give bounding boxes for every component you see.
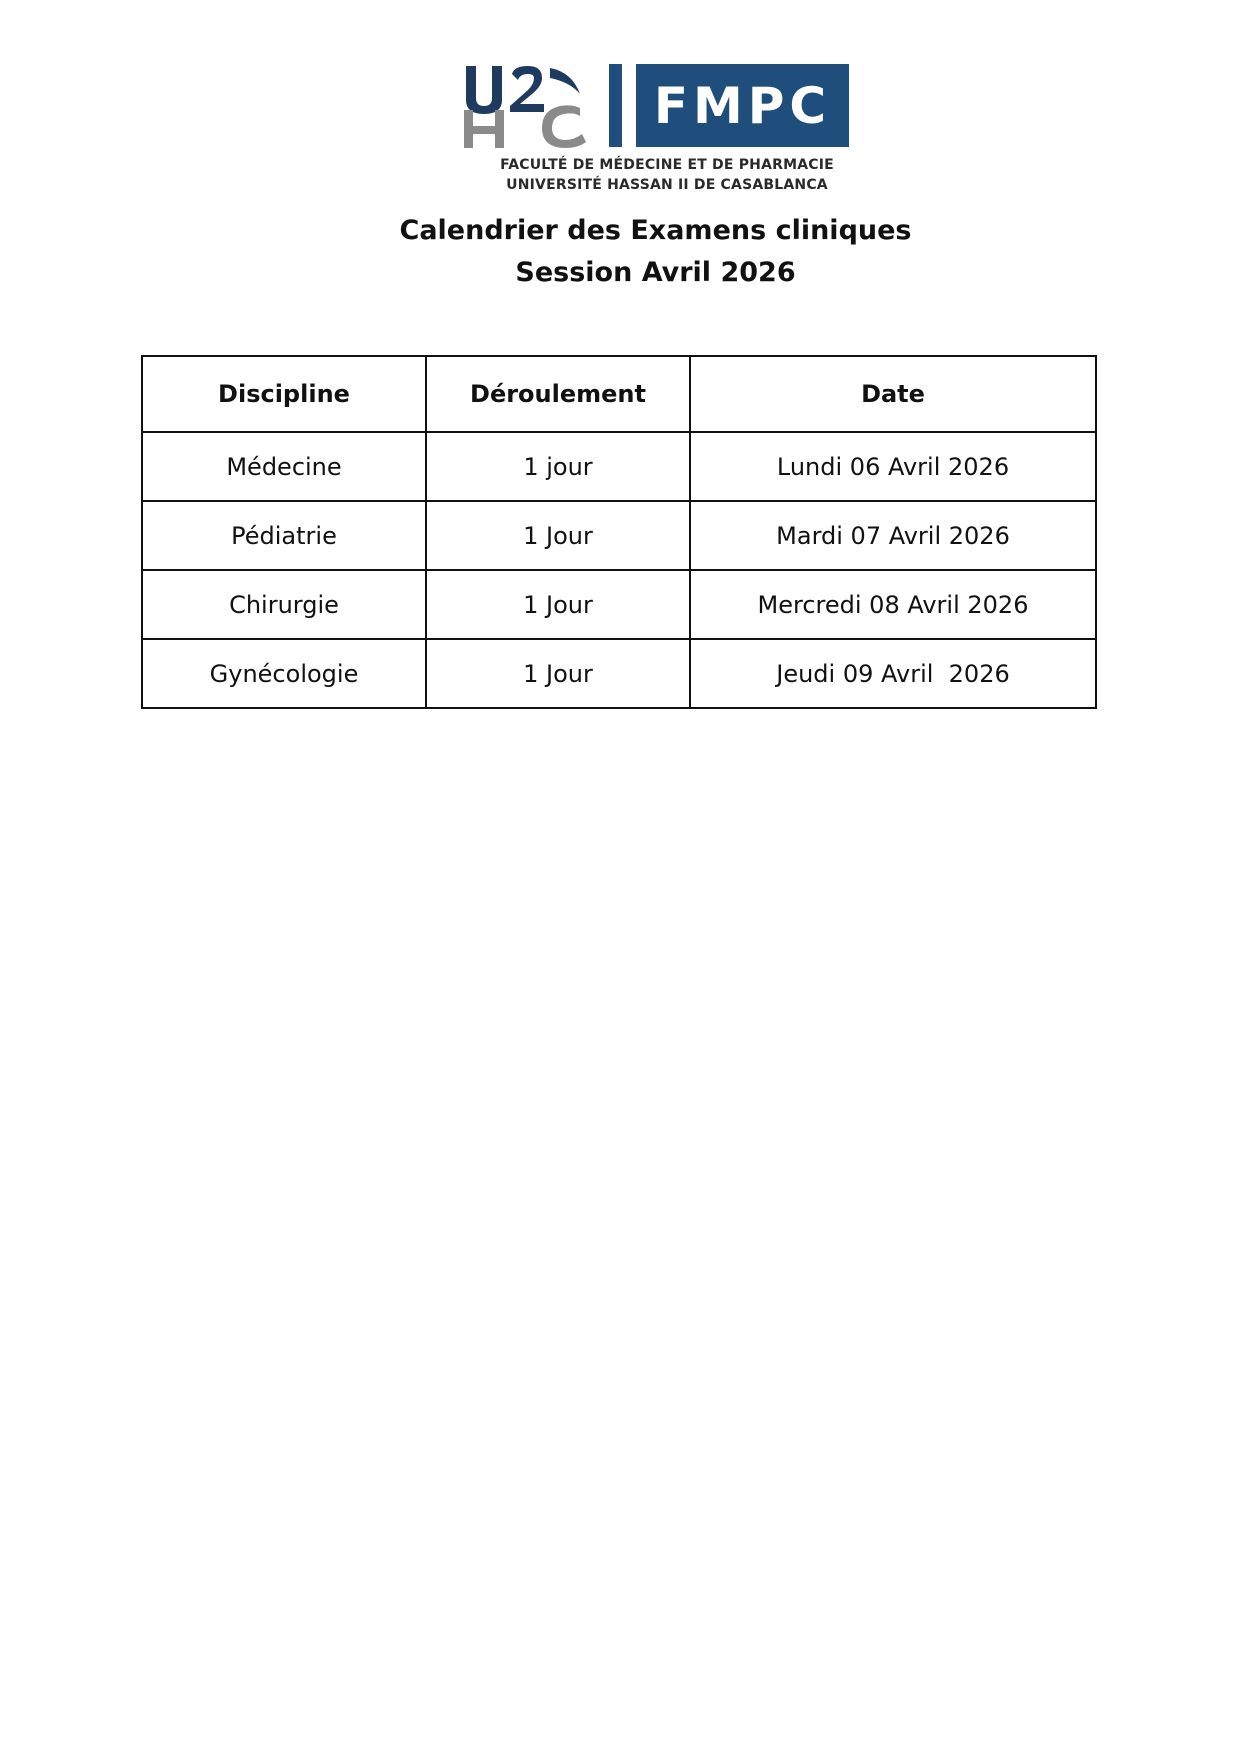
table-header-row xyxy=(142,356,1096,432)
cell-date: Mardi 07 Avril 2026 xyxy=(690,501,1096,570)
cell-deroulement: 1 jour xyxy=(426,432,690,501)
cell-date: Lundi 06 Avril 2026 xyxy=(690,432,1096,501)
cell-discipline: Chirurgie xyxy=(142,570,426,639)
exam-schedule-table xyxy=(141,355,1097,709)
table-row xyxy=(142,639,1096,708)
cell-deroulement: 1 Jour xyxy=(426,501,690,570)
cell-discipline: Gynécologie xyxy=(142,639,426,708)
cell-deroulement: 1 Jour xyxy=(426,639,690,708)
logo-divider xyxy=(609,64,622,147)
page-title: Calendrier des Examens cliniques xyxy=(399,215,912,246)
cell-deroulement: 1 Jour xyxy=(426,570,690,639)
column-header-discipline: Discipline xyxy=(142,356,426,432)
column-header-deroulement: Déroulement xyxy=(426,356,690,432)
university-name: UNIVERSITÉ HASSAN II DE CASABLANCA xyxy=(506,177,828,193)
cell-date: Mercredi 08 Avril 2026 xyxy=(690,570,1096,639)
university-logo xyxy=(462,60,862,200)
fmpc-logo-box: FMPC xyxy=(636,64,849,147)
cell-discipline: Médecine xyxy=(142,432,426,501)
column-header-date: Date xyxy=(690,356,1096,432)
cell-date: Jeudi 09 Avril 2026 xyxy=(690,639,1096,708)
table-row xyxy=(142,570,1096,639)
faculty-name: FACULTÉ DE MÉDECINE ET DE PHARMACIE xyxy=(500,157,834,173)
table-row xyxy=(142,501,1096,570)
uh2c-logo-mark-icon xyxy=(462,64,592,150)
table-row xyxy=(142,432,1096,501)
cell-discipline: Pédiatrie xyxy=(142,501,426,570)
page-subtitle: Session Avril 2026 xyxy=(515,257,796,288)
